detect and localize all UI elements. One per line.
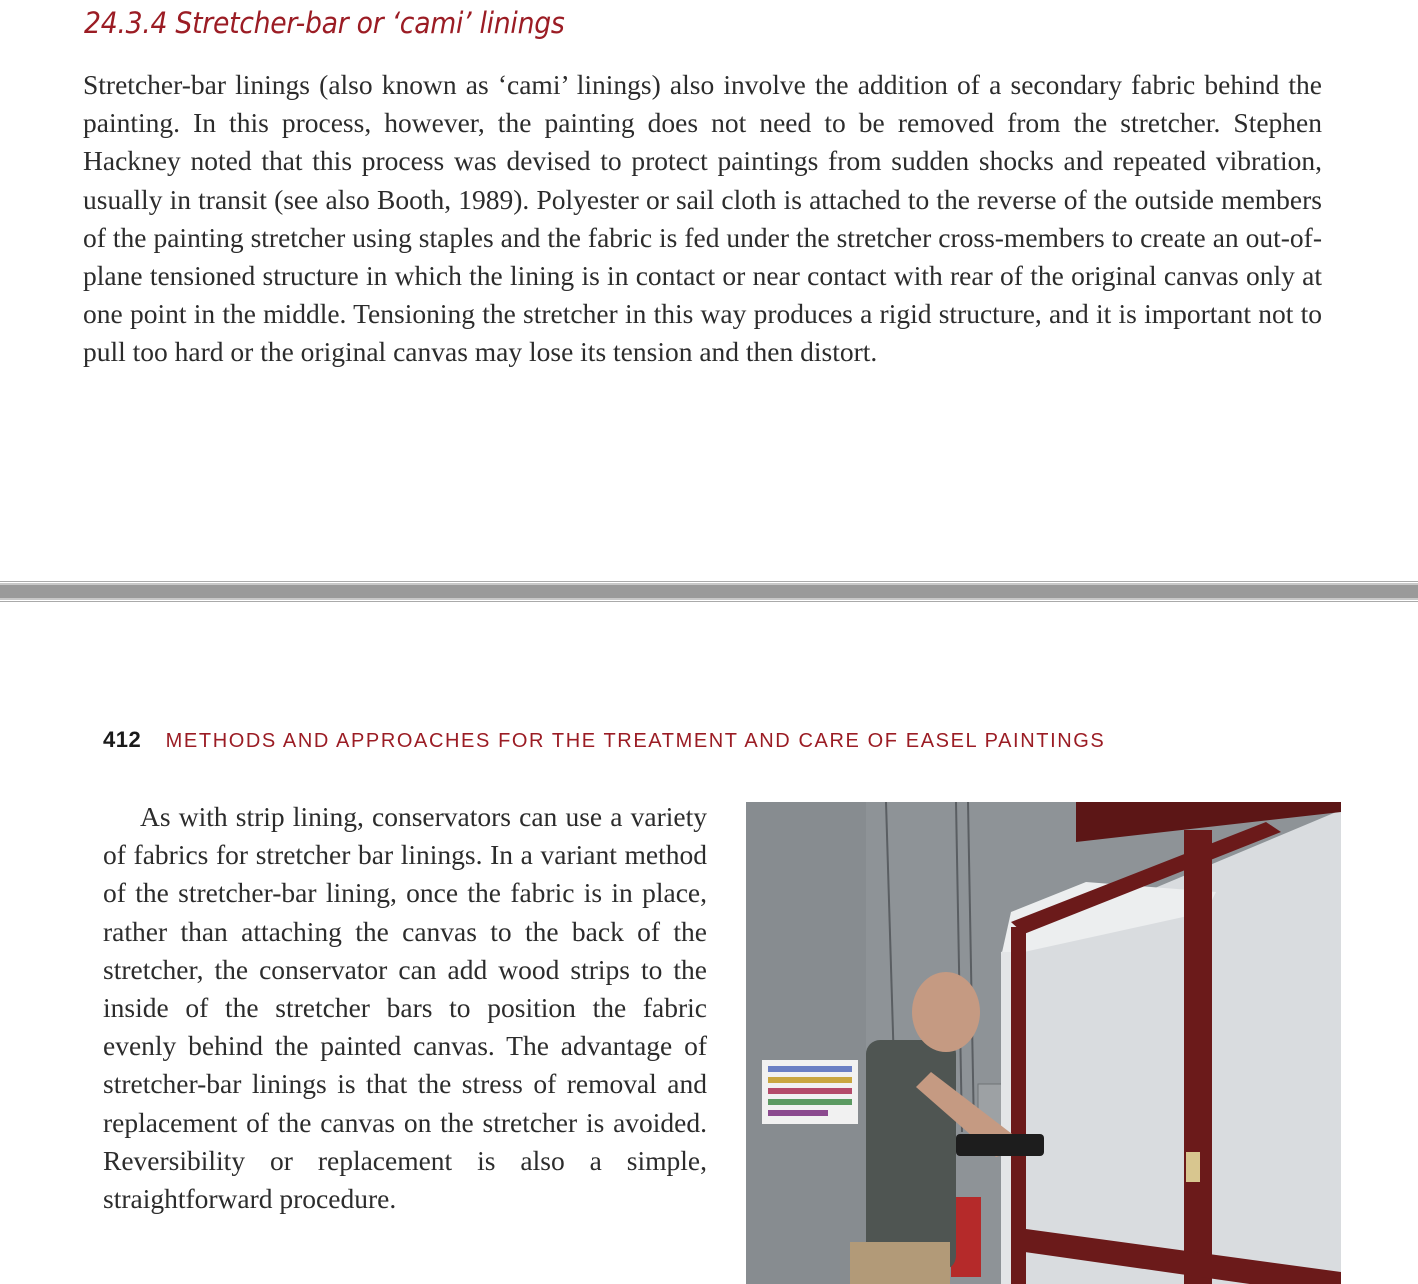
running-header (103, 727, 1105, 753)
figure-photo (746, 802, 1341, 1284)
body-paragraph: As with strip lining, conservators can use a variety of fabrics for stretcher bar linings. In a variant method of the stretcher-bar lining, once the fabric is in place, rather than attaching the canvas to the back of the stretcher, the conservator can add wood strips to the inside of the stretcher bars to position the fabric evenly behind the painted canvas. The advantage of stretcher-bar linings is that the stress of removal and replacement of the canvas on the stretcher is avoided. Reversibility or replacement is also a simple, straightforward procedure. (103, 801, 707, 1215)
label-tag (1186, 1152, 1200, 1182)
page-break-separator (0, 583, 1418, 600)
person-shirt (866, 1040, 956, 1270)
stretcher-cross-member (1184, 830, 1212, 1284)
section-paragraph: Stretcher-bar linings (also known as ‘cami’ linings) also involve the addition of a secondary fabric behind the painting. In this process, however, the painting does not need to be removed from the stretcher. Stephen Hackney noted that this process was devised to protect paintings from sudden shocks and repeated vibration, usually in transit (see also Booth, 1989). Polyester or sail cloth is attached to the reverse of the outside members of the painting stretcher using staples and the fabric is fed under the stretcher cross-members to create an out-of-plane tensioned structure in which the lining is in contact or near contact with rear of the original canvas only at one point in the middle. Tensioning the stretcher in this way produces a rigid structure, and it is important not to pull too hard or the original canvas may lose its tension and then distort. (83, 69, 1322, 368)
stretcher-side-bar (1011, 927, 1026, 1284)
staple-gun (956, 1134, 1044, 1156)
page-number: 412 (103, 727, 142, 752)
person-trousers (850, 1242, 950, 1284)
person-head (912, 972, 980, 1052)
running-title: METHODS AND APPROACHES FOR THE TREATMENT AND CARE OF EASEL PAINTINGS (165, 730, 1106, 752)
photo-illustration (746, 802, 1341, 1284)
section-heading: 24.3.4 Stretcher-bar or ‘cami’ linings (84, 6, 565, 40)
